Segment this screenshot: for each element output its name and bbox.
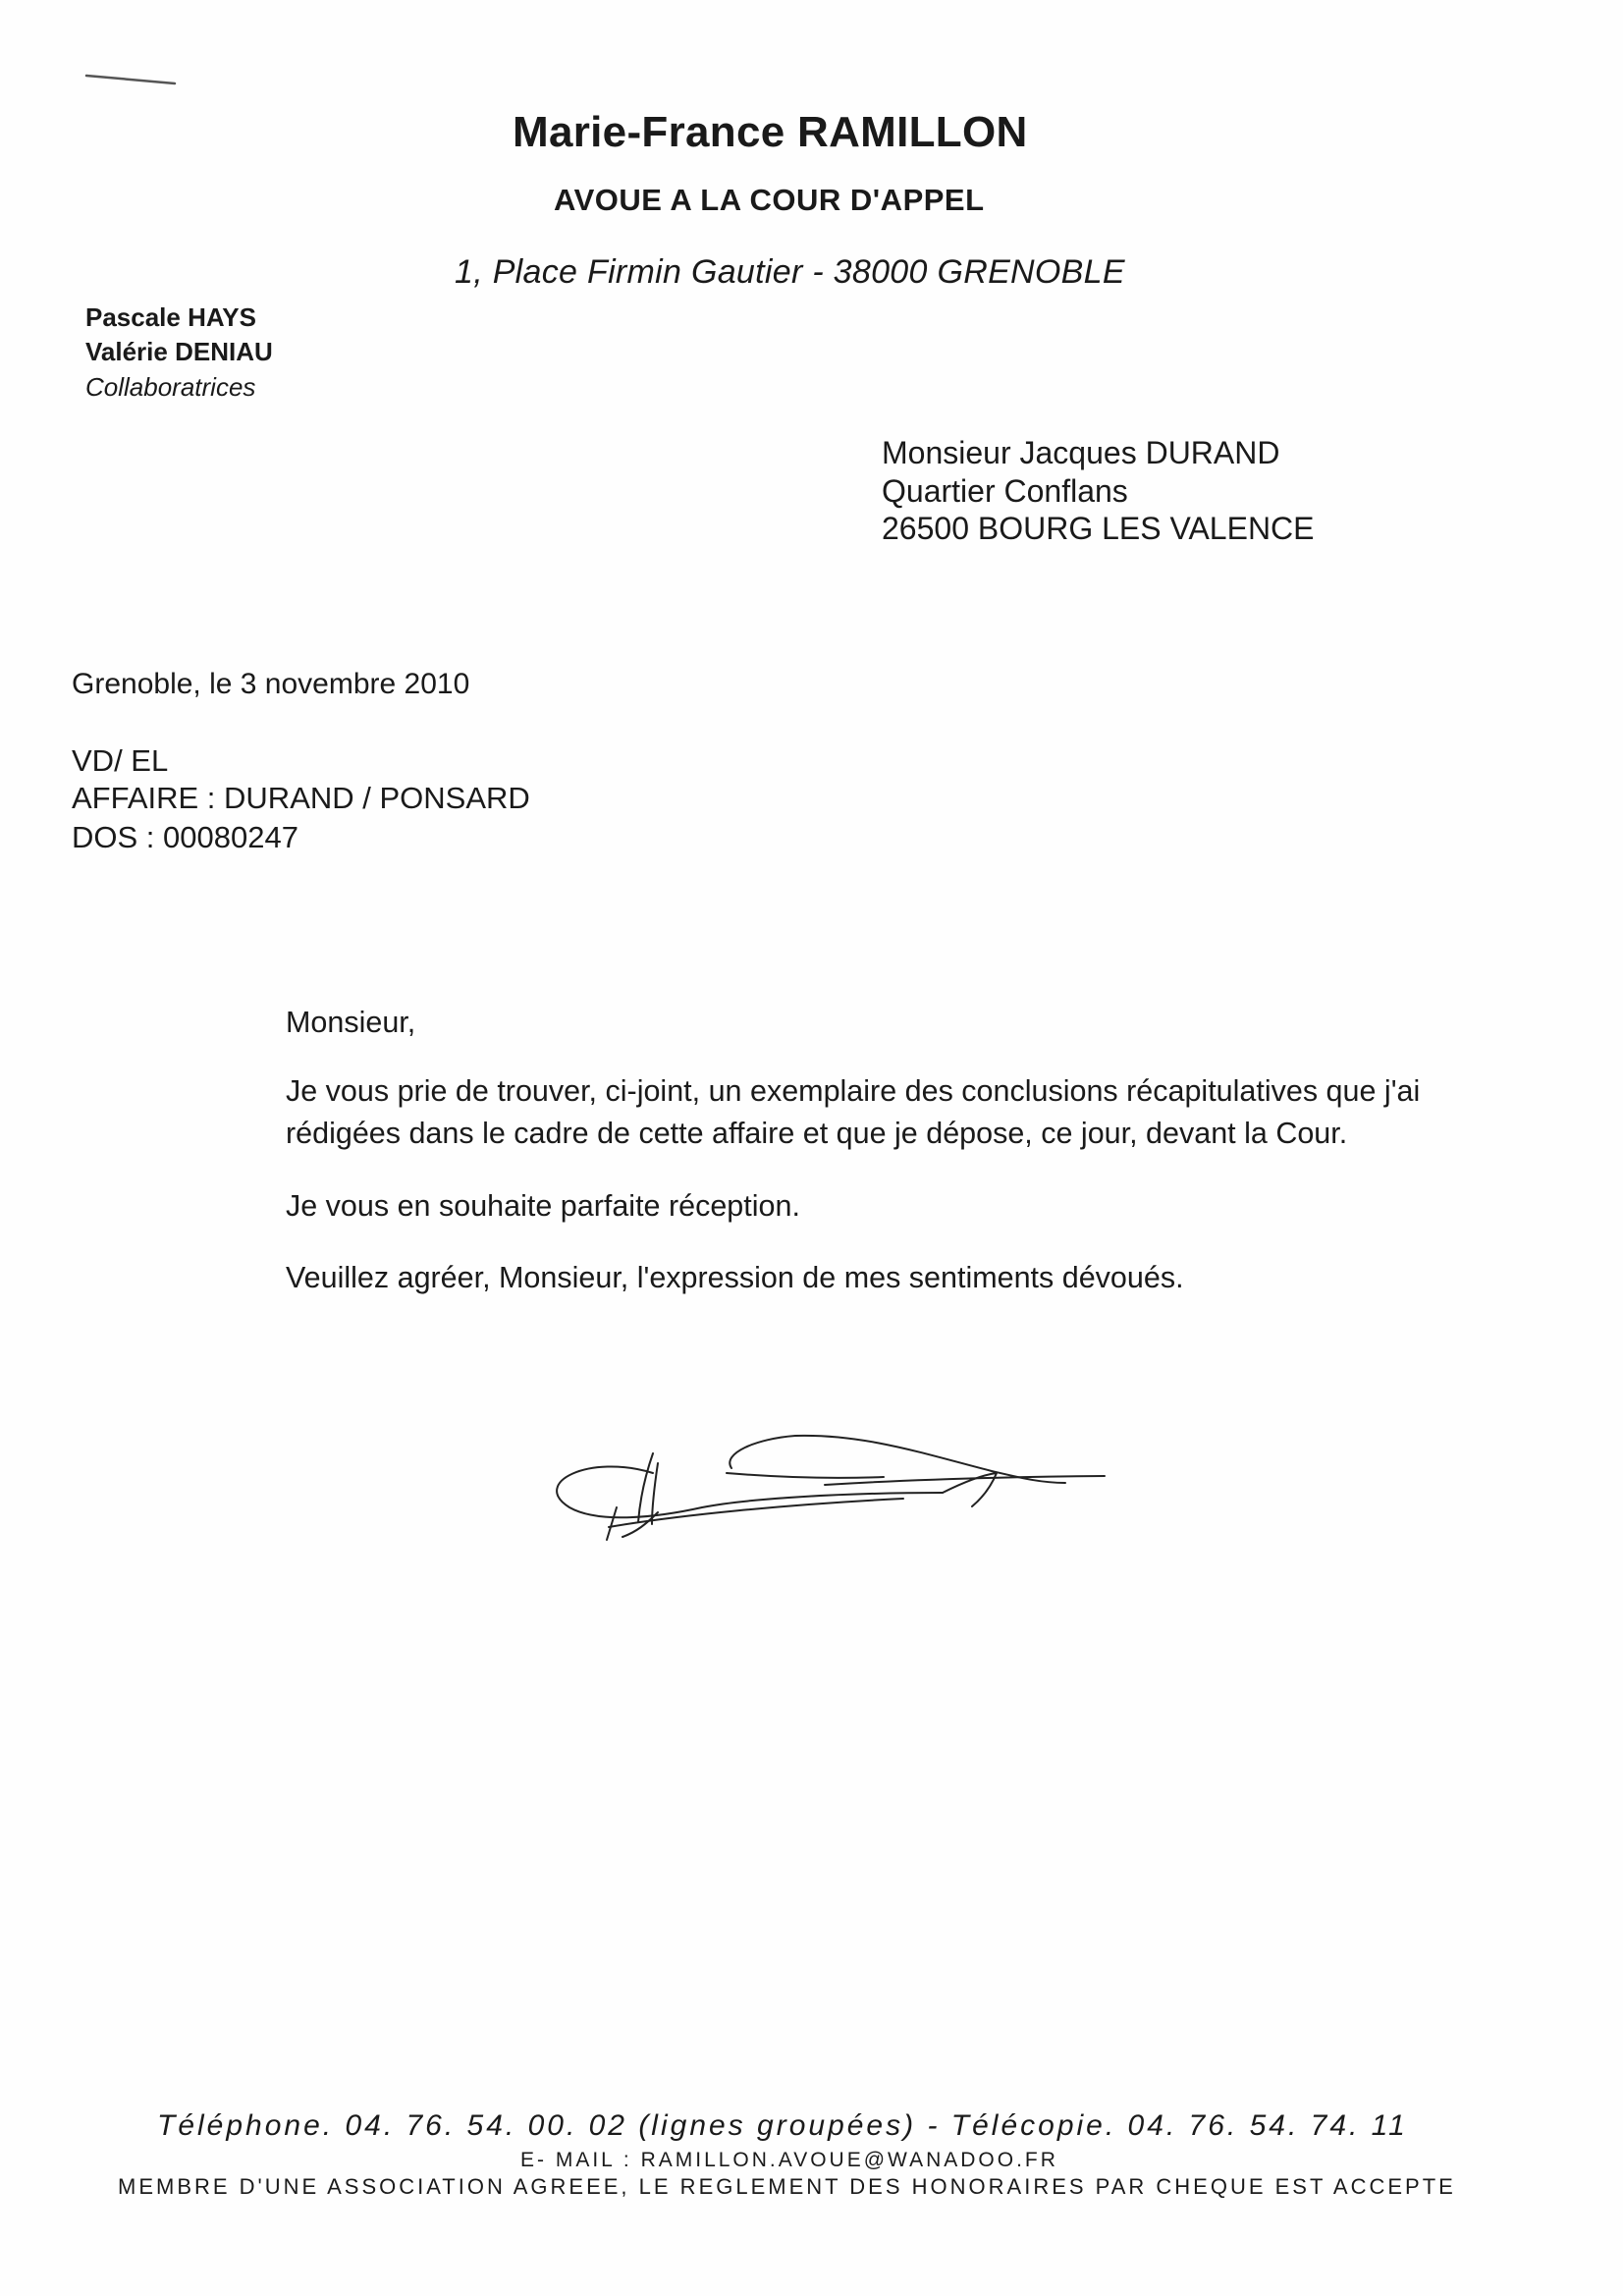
letterhead-address: 1, Place Firmin Gautier - 38000 GRENOBLE	[455, 253, 1125, 291]
closing-paragraph: Veuillez agréer, Monsieur, l'expression de mes sentiments dévoués.	[286, 1261, 1184, 1294]
reference-dossier: DOS : 00080247	[72, 820, 298, 854]
footer-phone-line: Téléphone. 04. 76. 54. 00. 02 (lignes groupées) - Télécopie. 04. 76. 54. 74. 11	[157, 2109, 1408, 2142]
footer-email-line: E- MAIL : RAMILLON.AVOUE@WANADOO.FR	[520, 2149, 1058, 2171]
footer-membership-line: MEMBRE D'UNE ASSOCIATION AGREEE, LE REGLEMENT DES HONORAIRES PAR CHEQUE EST ACCEPTE	[118, 2174, 1456, 2199]
recipient-street: Quartier Conflans	[882, 473, 1128, 509]
salutation: Monsieur,	[286, 1006, 416, 1039]
letterhead-title: AVOUE A LA COUR D'APPEL	[554, 183, 985, 217]
recipient-name: Monsieur Jacques DURAND	[882, 435, 1280, 470]
body-paragraph-line: rédigées dans le cadre de cette affaire et que je dépose, ce jour, devant la Cour.	[286, 1117, 1348, 1150]
reference-initials: VD/ EL	[72, 743, 169, 778]
body-paragraph: Je vous en souhaite parfaite réception.	[286, 1189, 800, 1223]
reference-affaire: AFFAIRE : DURAND / PONSARD	[72, 781, 530, 815]
body-paragraph-line: Je vous prie de trouver, ci-joint, un exemplaire des conclusions récapitulatives que j'ai	[286, 1074, 1421, 1108]
handwritten-signature	[530, 1414, 1109, 1552]
pen-stroke-mark	[84, 72, 179, 87]
dateline: Grenoble, le 3 novembre 2010	[72, 668, 470, 700]
recipient-city: 26500 BOURG LES VALENCE	[882, 511, 1315, 546]
collaborator-name: Pascale HAYS	[85, 302, 256, 332]
collaborator-name: Valérie DENIAU	[85, 337, 273, 366]
letterhead-name: Marie-France RAMILLON	[513, 108, 1028, 156]
collaborators-role: Collaboratrices	[85, 372, 256, 402]
